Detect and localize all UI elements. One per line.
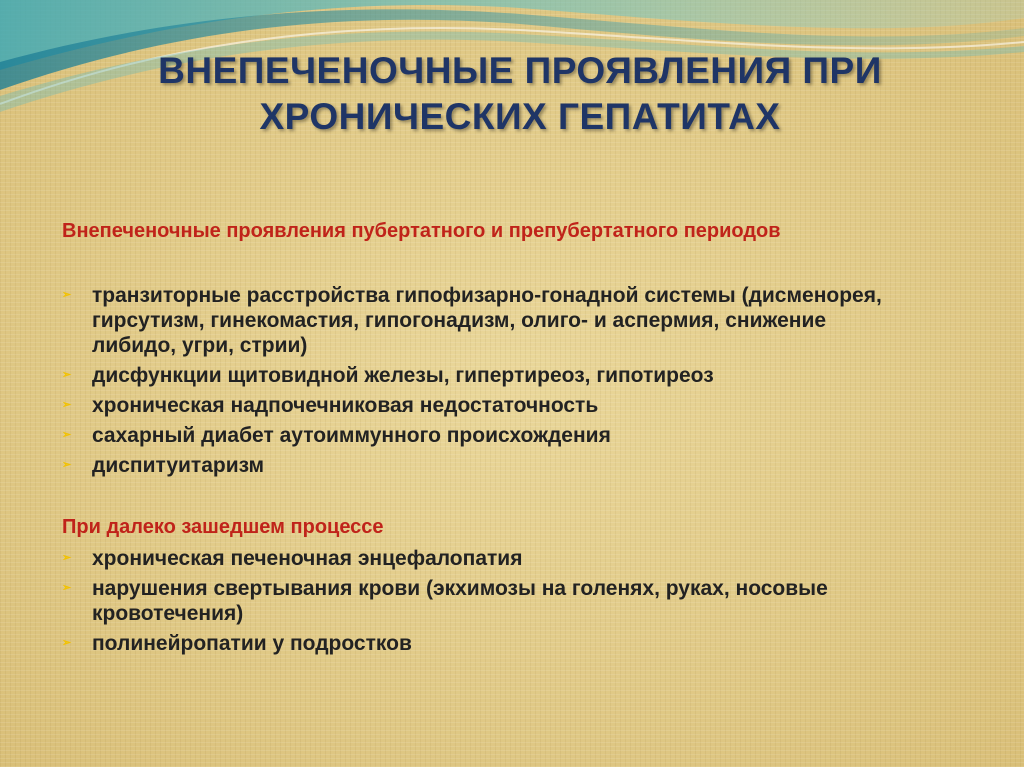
list-item-text: нарушения свертывания крови (экхимозы на голенях, руках, носовые кровотечения) (92, 577, 828, 625)
list-item (62, 546, 912, 571)
list-item (62, 283, 912, 358)
chevron-right-icon: ➢ (62, 552, 72, 564)
chevron-right-icon: ➢ (62, 399, 72, 411)
section-heading-puberty: Внепеченочные проявления пубертатного и препубертатного периодов (62, 220, 781, 242)
list-item-text: хроническая печеночная энцефалопатия (92, 547, 523, 570)
bullet-list-advanced (62, 546, 912, 661)
chevron-right-icon: ➢ (62, 459, 72, 471)
list-item (62, 631, 912, 656)
bullet-list-puberty (62, 283, 912, 483)
list-item-text: дисфункции щитовидной железы, гипертиреоз, гипотиреоз (92, 364, 714, 387)
title-line-1: ВНЕПЕЧЕНОЧНЫЕ ПРОЯВЛЕНИЯ ПРИ (158, 50, 882, 91)
chevron-right-icon: ➢ (62, 289, 72, 301)
slide-title (60, 48, 980, 140)
list-item-text: диспитуитаризм (92, 454, 265, 477)
chevron-right-icon: ➢ (62, 369, 72, 381)
list-item (62, 393, 912, 418)
chevron-right-icon: ➢ (62, 582, 72, 594)
title-line-2: ХРОНИЧЕСКИХ ГЕПАТИТАХ (259, 96, 781, 137)
list-item-text: транзиторные расстройства гипофизарно-гонадной системы (дисменорея, гирсутизм, гинекомастия, гипогонадизм, олиго- и аспермия, снижение либидо, угри, стрии) (92, 284, 882, 357)
list-item-text: хроническая надпочечниковая недостаточность (92, 394, 599, 417)
list-item (62, 453, 912, 478)
list-item (62, 576, 912, 626)
list-item (62, 363, 912, 388)
chevron-right-icon: ➢ (62, 637, 72, 649)
section-heading-advanced: При далеко зашедшем процессе (62, 516, 384, 538)
list-item-text: полинейропатии у подростков (92, 632, 412, 655)
list-item (62, 423, 912, 448)
chevron-right-icon: ➢ (62, 429, 72, 441)
list-item-text: сахарный диабет аутоиммунного происхождения (92, 424, 611, 447)
